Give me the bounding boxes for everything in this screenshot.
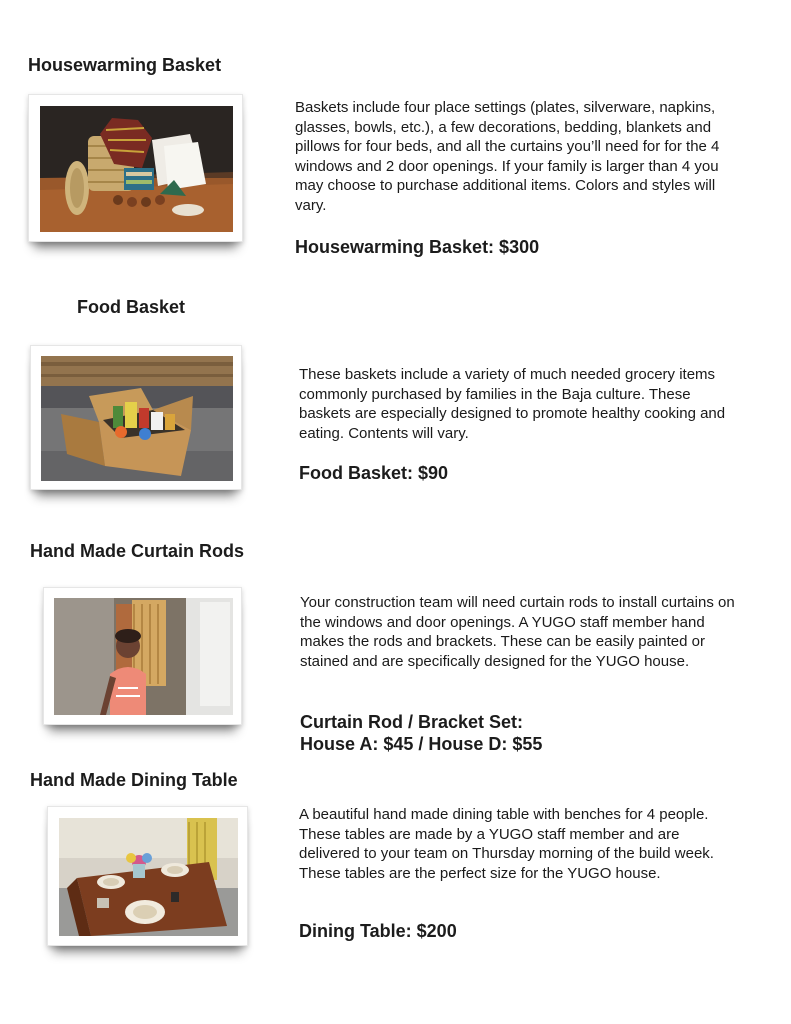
food-basket-photo	[41, 356, 233, 481]
housewarming-basket-photo-frame	[28, 94, 243, 242]
dining-table-price	[299, 920, 457, 942]
price-line: House A: $45 / House D: $55	[300, 734, 543, 754]
price-line: Food Basket: $90	[299, 463, 449, 483]
price-line: Dining Table: $200	[299, 921, 457, 941]
section-title-dining-table: Hand Made Dining Table	[30, 770, 238, 790]
housewarming-basket-description: Baskets include four place settings (plates, silverware, napkins, glasses, bowls, etc.), a few decorations, bedding, blankets and pillows for four beds, and all the curtains you’ll need for for the 4 windows and 2 door openings. If your family is larger than 4 you may choose to purchase additional items. Colors and styles will vary.	[295, 99, 720, 214]
section-title-curtain-rods: Hand Made Curtain Rods	[30, 541, 245, 561]
dining-table-photo-frame	[47, 806, 248, 946]
price-line: Housewarming Basket: $300	[295, 237, 540, 257]
housewarming-basket-price	[295, 236, 539, 258]
food-basket-price	[299, 462, 448, 484]
dining-table-description: A beautiful hand made dining table with benches for 4 people. These tables are made by a YUGO staff member and are delivered to your team on Thursday morning of the build week. These tables are the perfect size for the YUGO house.	[299, 806, 714, 882]
section-title-food-basket: Food Basket	[77, 297, 186, 317]
curtain-rods-photo-frame	[43, 587, 242, 725]
curtain-rods-photo	[54, 598, 233, 715]
food-basket-description: These baskets include a variety of much needed grocery items commonly purchased by families in the Baja culture. These baskets are especially designed to promote healthy cooking and eating. Contents will vary.	[299, 366, 726, 442]
price-line: Curtain Rod / Bracket Set:	[300, 712, 524, 732]
curtain-rods-description: Your construction team will need curtain rods to install curtains on the windows and door openings. A YUGO staff member hand makes the rods and brackets. These can be easily painted or stained and are specifically designed for the YUGO house.	[300, 594, 735, 670]
dining-table-photo	[59, 818, 238, 936]
food-basket-photo-frame	[30, 345, 242, 490]
housewarming-basket-photo	[40, 106, 233, 232]
section-title-housewarming-basket: Housewarming Basket	[28, 55, 222, 75]
curtain-rods-price	[300, 711, 542, 755]
